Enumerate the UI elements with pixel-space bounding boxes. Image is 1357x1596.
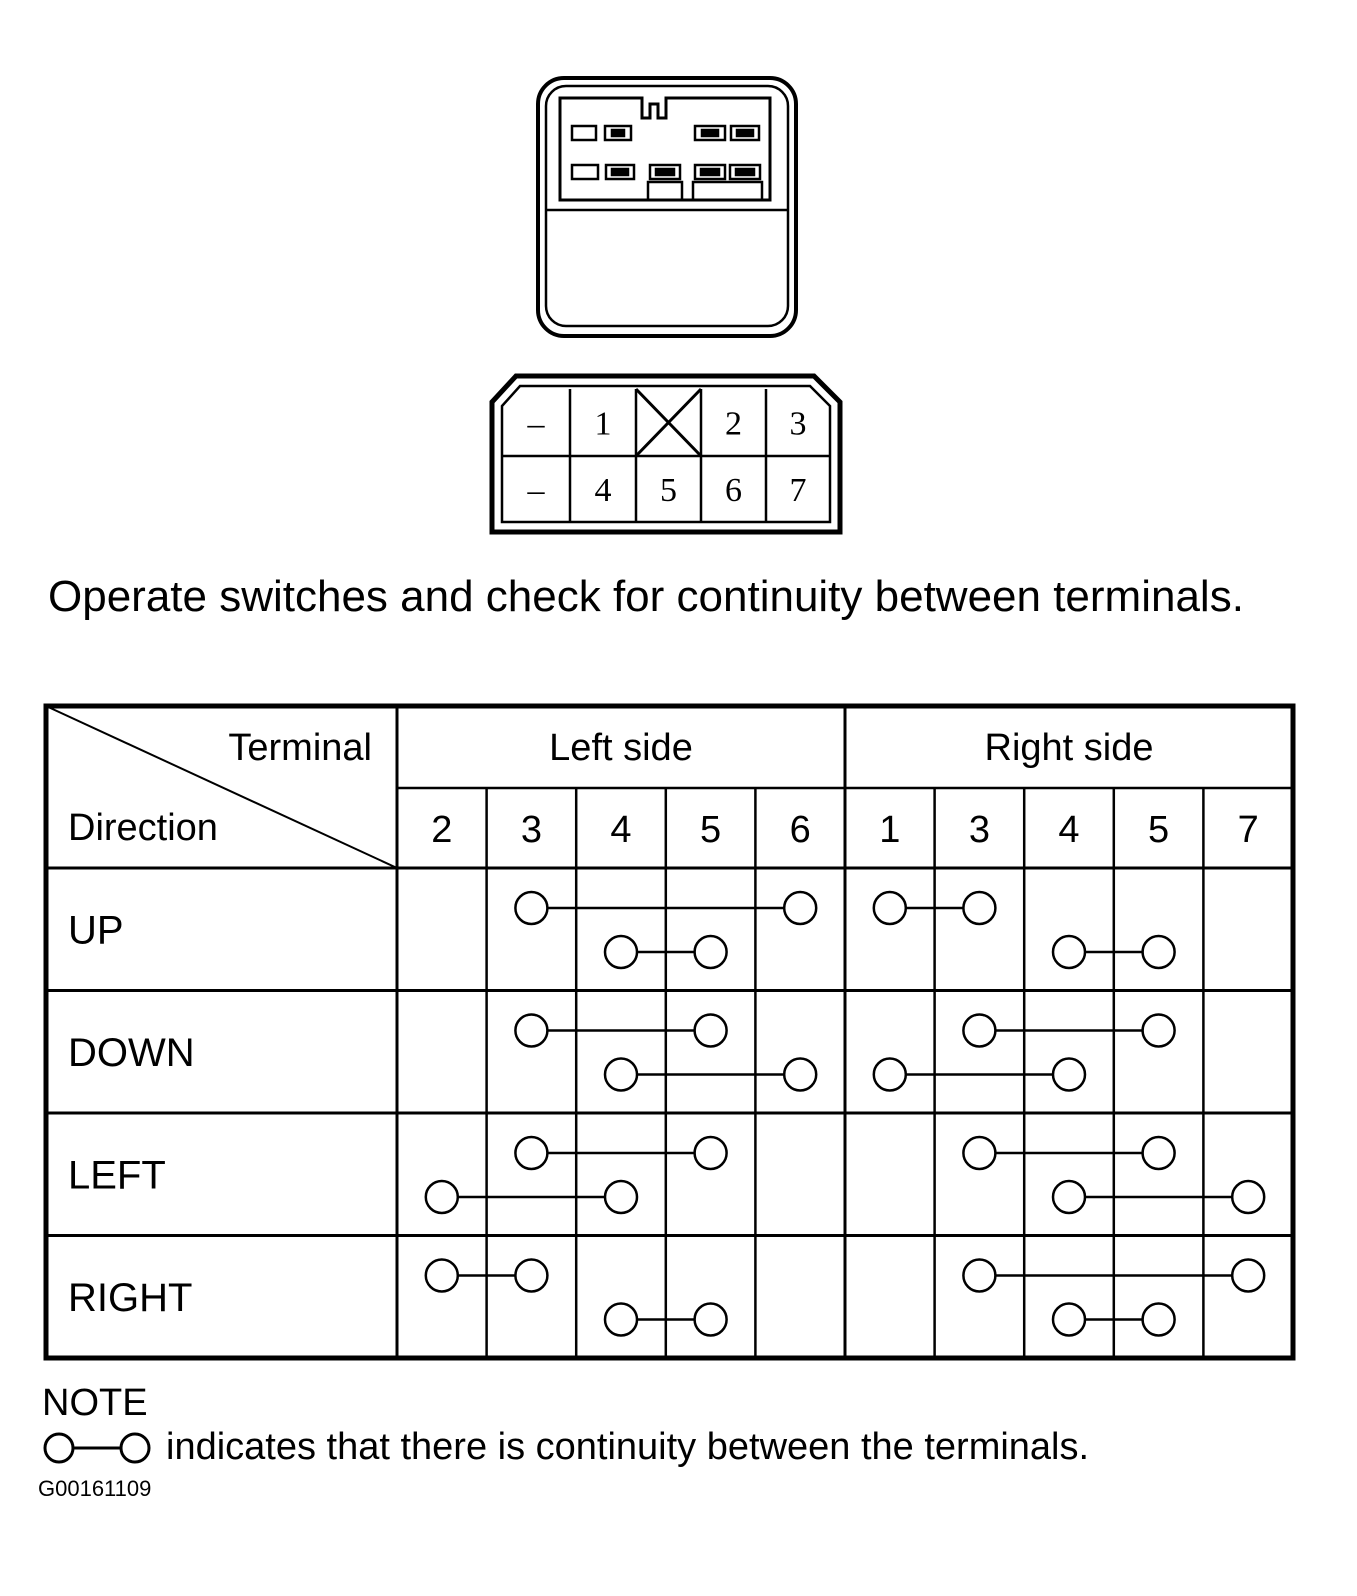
housing-inner-shell bbox=[546, 86, 788, 326]
figure-code: G00161109 bbox=[38, 1476, 152, 1501]
continuity-symbol-icon bbox=[42, 1430, 152, 1466]
instruction-text: Operate switches and check for continuity between terminals. bbox=[48, 572, 1244, 621]
pin-2: 2 bbox=[725, 405, 742, 443]
continuity-terminal-circle bbox=[695, 1015, 727, 1047]
continuity-terminal-circle bbox=[605, 1059, 637, 1091]
pin-6: 6 bbox=[725, 472, 742, 509]
terminal-header: 3 bbox=[520, 809, 542, 851]
continuity-terminal-circle bbox=[605, 936, 637, 968]
continuity-terminal-circle bbox=[515, 1137, 547, 1169]
continuity-table bbox=[0, 690, 1357, 1380]
continuity-terminal-circle bbox=[963, 1137, 995, 1169]
terminal-header: 3 bbox=[968, 809, 990, 851]
pin-unused: – bbox=[527, 405, 545, 443]
direction-label: LEFT bbox=[68, 1153, 166, 1198]
pin-7: 7 bbox=[789, 472, 807, 509]
corner-terminal-label: Terminal bbox=[228, 727, 372, 769]
switch-connector-housing-drawing bbox=[530, 70, 810, 345]
continuity-terminal-circle bbox=[963, 892, 995, 924]
terminal-header: 4 bbox=[1058, 809, 1080, 851]
continuity-terminal-circle bbox=[515, 892, 547, 924]
continuity-terminal-circle bbox=[1143, 1304, 1175, 1336]
continuity-terminal-circle bbox=[695, 936, 727, 968]
terminal-header: 1 bbox=[879, 809, 901, 851]
housing-plug-recess bbox=[560, 98, 770, 200]
continuity-terminal-circle bbox=[1232, 1181, 1264, 1213]
terminal-header: 4 bbox=[610, 809, 632, 851]
connector-pin-layout bbox=[488, 372, 844, 538]
continuity-terminal-circle bbox=[1143, 936, 1175, 968]
group-header-1: Right side bbox=[984, 727, 1154, 769]
terminal-header: 6 bbox=[789, 809, 811, 851]
terminal-header: 5 bbox=[700, 809, 722, 851]
continuity-terminal-circle bbox=[1053, 936, 1085, 968]
note-text: indicates that there is continuity between the terminals. bbox=[166, 1426, 1090, 1468]
note-title: NOTE bbox=[42, 1382, 148, 1424]
pin-4: 4 bbox=[594, 472, 612, 509]
continuity-terminal-circle bbox=[426, 1181, 458, 1213]
continuity-terminal-circle bbox=[605, 1304, 637, 1336]
continuity-terminal-circle bbox=[695, 1304, 727, 1336]
continuity-terminal-circle bbox=[784, 892, 816, 924]
continuity-terminal-circle bbox=[1053, 1304, 1085, 1336]
continuity-terminal-circle bbox=[874, 1059, 906, 1091]
continuity-terminal-circle bbox=[515, 1015, 547, 1047]
housing-terminal-slots bbox=[572, 126, 762, 200]
direction-label: RIGHT bbox=[68, 1275, 193, 1320]
group-header-0: Left side bbox=[549, 727, 693, 769]
continuity-terminal-circle bbox=[874, 892, 906, 924]
continuity-terminal-circle bbox=[963, 1015, 995, 1047]
continuity-terminal-circle bbox=[784, 1059, 816, 1091]
continuity-terminal-circle bbox=[695, 1137, 727, 1169]
table-border bbox=[46, 706, 1293, 1358]
continuity-terminal-circle bbox=[963, 1260, 995, 1292]
pin-unused: – bbox=[527, 472, 545, 509]
continuity-terminal-circle bbox=[1232, 1260, 1264, 1292]
continuity-terminal-circle bbox=[515, 1260, 547, 1292]
corner-direction-label: Direction bbox=[68, 807, 218, 849]
continuity-terminal-circle bbox=[1143, 1015, 1175, 1047]
continuity-terminal-circle bbox=[605, 1181, 637, 1213]
direction-label: DOWN bbox=[68, 1030, 195, 1075]
note-legend bbox=[42, 1426, 1089, 1469]
terminal-header: 2 bbox=[431, 809, 453, 851]
continuity-terminal-circle bbox=[1143, 1137, 1175, 1169]
terminal-header: 7 bbox=[1237, 809, 1259, 851]
continuity-terminal-circle bbox=[1053, 1059, 1085, 1091]
continuity-terminal-circle bbox=[426, 1260, 458, 1292]
pin-3: 3 bbox=[789, 405, 807, 443]
pin-1: 1 bbox=[594, 405, 612, 443]
direction-label: UP bbox=[68, 908, 124, 953]
terminal-header: 5 bbox=[1148, 809, 1170, 851]
continuity-terminal-circle bbox=[1053, 1181, 1085, 1213]
pin-5: 5 bbox=[660, 472, 677, 509]
